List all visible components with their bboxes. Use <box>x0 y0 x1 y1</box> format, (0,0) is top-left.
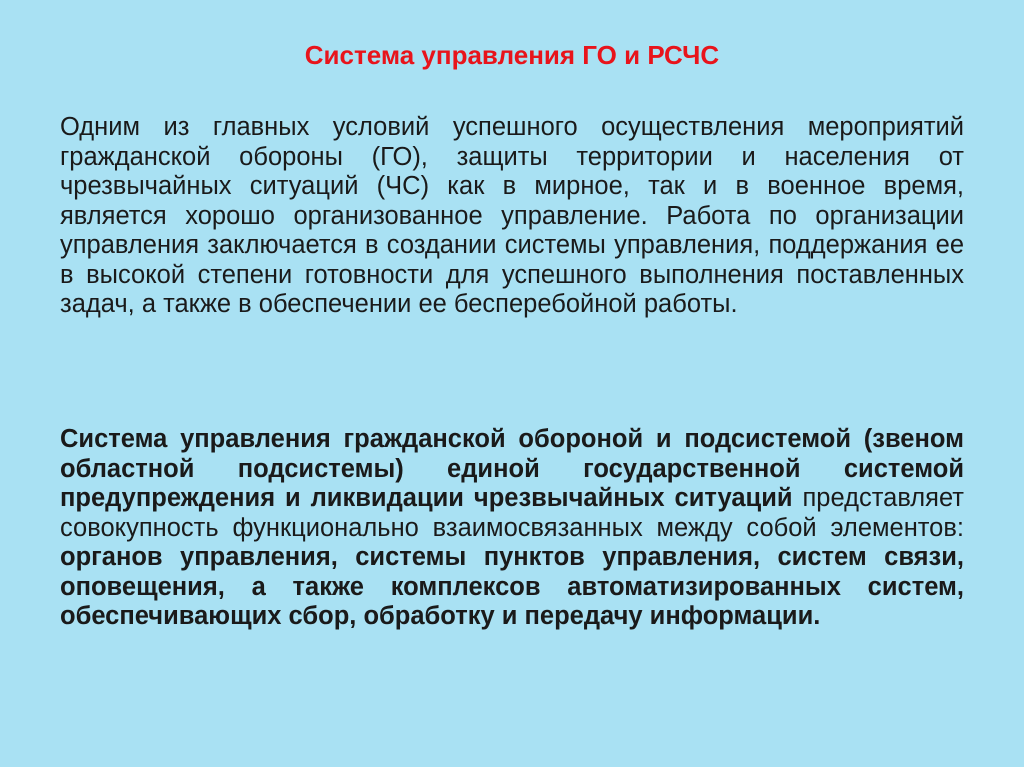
definition-bold-lead: Система управления гражданской обороной и подсистемой (звеном областной подсистемы) единой государственной системой предупреждения и ликвидации чрезвычайных ситуаций <box>60 425 964 512</box>
definition-middle: представляет совокупность функционально взаимосвязанных между собой элементов: <box>60 484 964 542</box>
paragraph-intro: Одним из главных условий успешного осуществления мероприятий гражданской обороны (ГО), защиты территории и населения от чрезвычайных ситуаций (ЧС) как в мирное, так и в военное время, является хорошо организованное управление. Работа по организации управления заключается в создании системы управления, поддержания ее в высокой степени готовности для успешного выполнения поставленных задач, а также в обеспечении ее бесперебойной работы. <box>60 113 964 318</box>
paragraph-definition <box>60 425 964 632</box>
definition-bold-tail: органов управления, системы пунктов управления, систем связи, оповещения, а также комплексов автоматизированных систем, обеспечивающих сбор, обработку и передачу информации. <box>60 543 964 630</box>
slide-title: Система управления ГО и РСЧС <box>304 40 720 70</box>
